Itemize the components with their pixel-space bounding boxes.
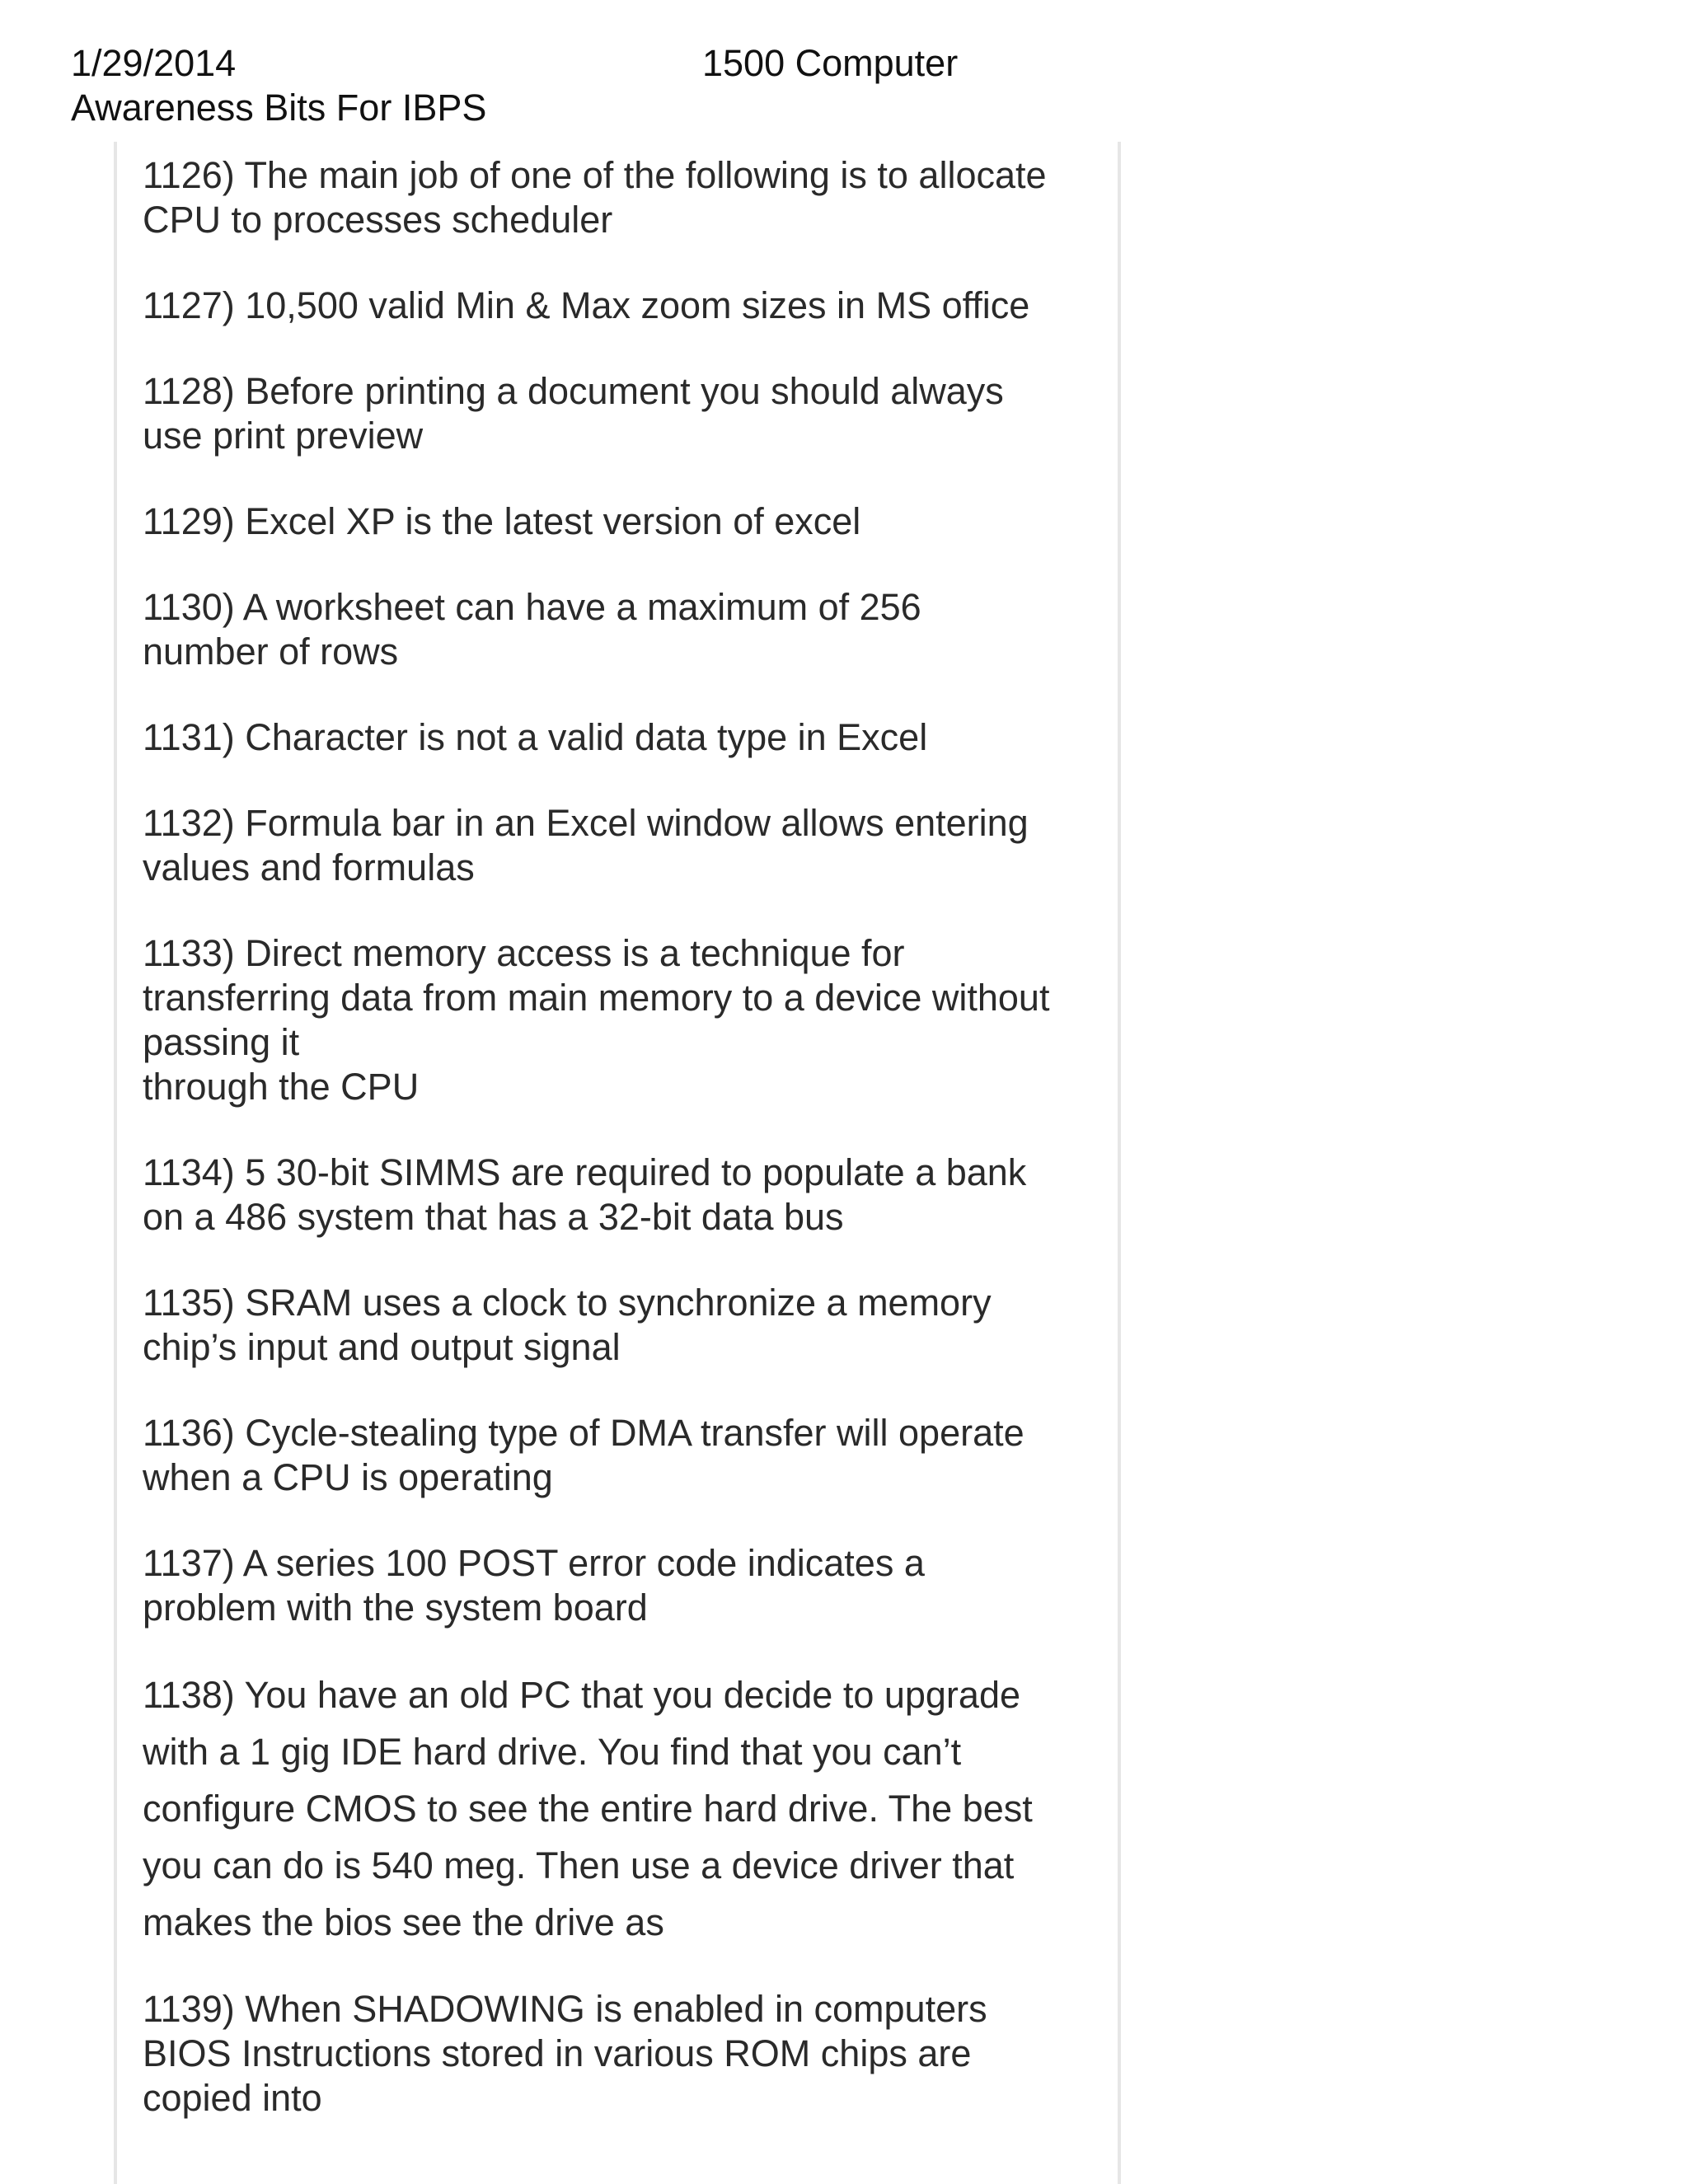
list-item: 1131) Character is not a valid data type in Excel: [143, 716, 928, 758]
list-item: 1133) Direct memory access is a technique for transferring data from main memory to a device without passing it through the CPU: [143, 932, 1050, 1108]
list-item: 1128) Before printing a document you should always use print preview: [143, 370, 1004, 457]
list-item: 1127) 10,500 valid Min & Max zoom sizes in MS office: [143, 284, 1030, 326]
list-item: 1136) Cycle-stealing type of DMA transfer will operate when a CPU is operating: [143, 1412, 1025, 1498]
question-list: [143, 153, 1099, 2162]
list-item: 1137) A series 100 POST error code indicates a problem with the system board: [143, 1542, 925, 1629]
list-item: 1138) You have an old PC that you decide to upgrade with a 1 gig IDE hard drive. You find that you can’t configure CMOS to see the entire hard drive. The best you can do is 540 meg. Then use a device driver that makes the bios see the drive as: [143, 1674, 1033, 1943]
list-item: 1129) Excel XP is the latest version of excel: [143, 500, 861, 542]
list-item: 1130) A worksheet can have a maximum of 256 number of rows: [143, 586, 921, 673]
list-item: 1139) When SHADOWING is enabled in computers BIOS Instructions stored in various ROM chips are copied into: [143, 1988, 987, 2119]
list-item: 1126) The main job of one of the following is to allocate CPU to processes scheduler: [143, 154, 1047, 241]
page-header-title: 1500 Computer: [702, 42, 959, 84]
page-subtitle: Awareness Bits For IBPS: [71, 87, 487, 129]
list-item: 1132) Formula bar in an Excel window allows entering values and formulas: [143, 802, 1029, 888]
list-item: 1135) SRAM uses a clock to synchronize a memory chip’s input and output signal: [143, 1282, 992, 1368]
list-item: 1134) 5 30-bit SIMMS are required to populate a bank on a 486 system that has a 32-bit data bus: [143, 1151, 1027, 1238]
page-date: 1/29/2014: [71, 42, 237, 84]
